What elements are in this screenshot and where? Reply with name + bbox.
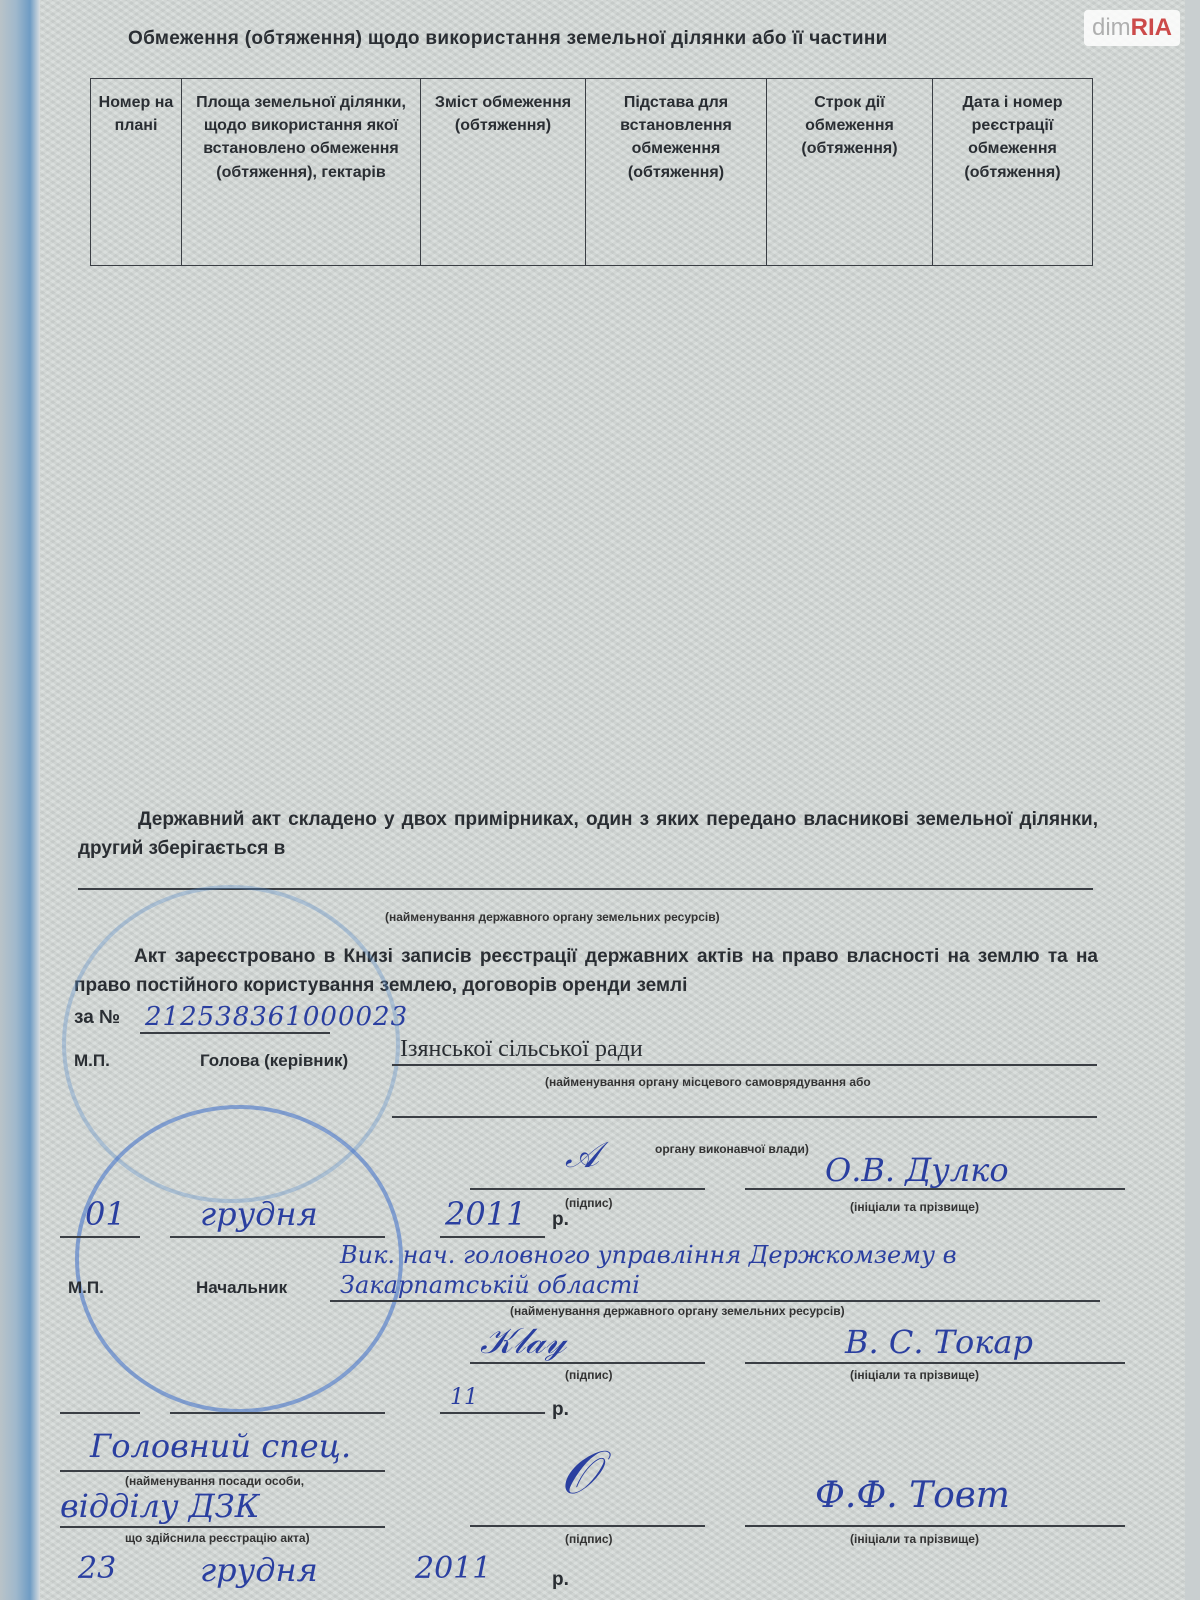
date3-month: грудня <box>200 1551 318 1589</box>
chief-organization: Вик. нач. головного управління Держкомзему в Закарпатській області <box>340 1241 957 1299</box>
caption-sign-2: (підпис) <box>565 1368 613 1382</box>
date1-day: 01 <box>85 1195 126 1233</box>
signer-1-name: О.В. Дулко <box>825 1151 1009 1189</box>
caption-position-2: що здійснила реєстрацію акта) <box>125 1531 310 1545</box>
caption-local-1: (найменування органу місцевого самоврядування або <box>545 1075 871 1089</box>
restrictions-table <box>90 78 1093 266</box>
copies-paragraph: Державний акт складено у двох примірниках, один з яких передано власникові земельної ділянки, другий зберігається в <box>78 809 1098 859</box>
col-basis: Підстава для встановлення обмеження (обтяження) <box>586 79 767 266</box>
date3-year: 2011 <box>415 1551 492 1586</box>
date2-suffix: р. <box>552 1399 569 1420</box>
signature-1: 𝒜 <box>565 1135 600 1176</box>
signature-3: 𝒪 <box>560 1438 598 1508</box>
registration-paragraph: Акт зареєстровано в Книзі записів реєстрації державних актів на право власності на землю та на право постійного користування землею, договорів оренди землі <box>74 946 1098 996</box>
mp-label-1: М.П. <box>74 1051 110 1070</box>
document-edge <box>0 0 40 1600</box>
signer-3-name: Ф.Ф. Товт <box>815 1475 1010 1516</box>
col-content: Зміст обмеження (обтяження) <box>421 79 586 266</box>
position-name: Головний спец. <box>90 1427 352 1465</box>
chief-label: Начальник <box>196 1278 288 1297</box>
mp-label-2: М.П. <box>68 1278 104 1297</box>
watermark-logo: dimRIA <box>1084 10 1180 46</box>
head-label: Голова (керівник) <box>200 1051 349 1070</box>
col-area: Площа земельної ділянки, щодо використання якої встановлено обмеження (обтяження), гектарів <box>182 79 421 266</box>
head-organization: Ізянської сільської ради <box>400 1036 643 1062</box>
col-registration: Дата і номер реєстрації обмеження (обтяження) <box>933 79 1093 266</box>
caption-state-organ: (найменування державного органу земельних ресурсів) <box>385 910 720 924</box>
date3-suffix: р. <box>552 1569 569 1590</box>
restrictions-title: Обмеження (обтяження) щодо використання земельної ділянки або її частини <box>128 28 888 49</box>
date3-day: 23 <box>78 1551 117 1586</box>
date1-month: грудня <box>200 1195 318 1233</box>
caption-sign-3: (підпис) <box>565 1532 613 1546</box>
col-term: Строк дії обмеження (обтяження) <box>767 79 933 266</box>
caption-state-organ-2: (найменування державного органу земельних ресурсів) <box>510 1304 845 1318</box>
reg-label: за № <box>74 1007 121 1028</box>
col-plan-number: Номер на плані <box>91 79 182 266</box>
caption-name-1: (ініціали та прізвище) <box>850 1200 979 1214</box>
date1-suffix: р. <box>552 1209 569 1230</box>
date1-year: 2011 <box>445 1195 527 1233</box>
caption-name-2: (ініціали та прізвище) <box>850 1368 979 1382</box>
date2-year: 11 <box>450 1385 478 1410</box>
caption-position: (найменування посади особи, <box>125 1474 305 1488</box>
caption-sign-1: (підпис) <box>565 1196 613 1210</box>
signer-2-name: В. С. Токар <box>845 1323 1033 1361</box>
position-department: відділу ДЗК <box>60 1487 260 1525</box>
signature-2: 𝒦𝓁𝒶𝓎 <box>480 1321 567 1362</box>
caption-local-2: органу виконавчої влади) <box>655 1142 809 1156</box>
caption-name-3: (ініціали та прізвище) <box>850 1532 979 1546</box>
reg-number: 212538361000023 <box>145 1002 409 1032</box>
